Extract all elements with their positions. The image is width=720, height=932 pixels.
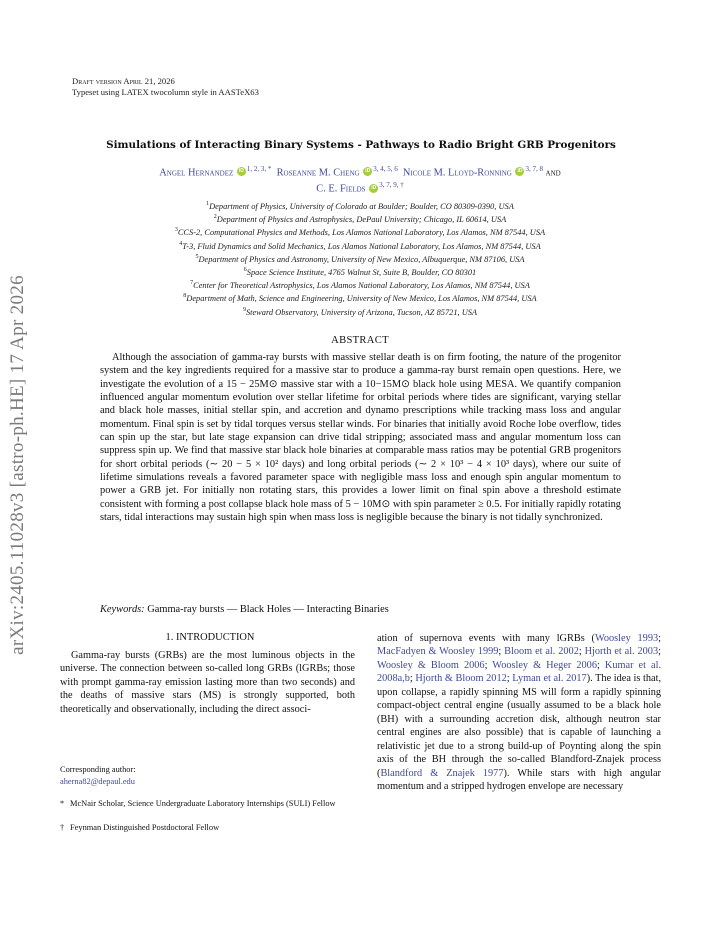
intro-left-column: Gamma-ray bursts (GRBs) are the most luminous objects in the universe. The connection between so-called long GRBs (lGRBs; those with prompt gamma-ray emission lasting more than two seconds) and the deaths of massive stars (MS) is strongly supported, both theoretically and observationally, including the direct associ- <box>60 650 355 715</box>
citation-link[interactable]: Hjorth et al. 2003 <box>584 646 659 658</box>
affiliation-list <box>90 199 630 318</box>
citation-link[interactable]: Woosley & Heger 2006 <box>492 659 597 671</box>
affiliation-number: 1 <box>206 201 210 207</box>
author-list <box>80 163 640 196</box>
body-text: ). While stars with high angular momentum and a stripped hydrogen envelope are necessary <box>377 767 661 792</box>
orcid-icon[interactable] <box>515 167 524 176</box>
corresponding-author-label: Corresponding author: <box>60 765 136 774</box>
typeset-line: Typeset using LATEX twocolumn style in AASTeX63 <box>72 87 259 97</box>
affiliation-number: 7 <box>190 280 194 287</box>
keywords-list: Gamma-ray bursts — Black Holes — Interacting Binaries <box>147 604 389 615</box>
footnote-mark: † <box>60 823 65 832</box>
citation-link[interactable]: Hjorth & Bloom 2012 <box>415 673 507 685</box>
body-text: ; <box>658 633 661 644</box>
body-text: ; <box>596 659 605 671</box>
affiliation-text: Center for Theoretical Astrophysics, Los Alamos National Laboratory, Los Alamos, NM 87544, USA <box>193 281 530 291</box>
orcid-icon[interactable] <box>363 167 372 176</box>
author-name[interactable]: Nicole M. Lloyd-Ronning <box>402 167 512 179</box>
abstract-body: Although the association of gamma-ray bursts with massive stellar death is on firm footing, the nature of the progenitor system and the key ingredients required for a massive star to produce a gamma-ray burst remain open questions. Here, we investigate the evolution of a 15 − 25M⊙ massive star with a 10−15M⊙ black hole using MESA. We quantify companion influenced angular momentum evolution over stellar lifetime for orbital periods where tides are significant, varying stellar and black hole masses, initial stellar spin, and accretion and dynamo prescriptions while tracking mass loss and angular momentum. Final spin is set by tidal torques versus stellar winds. For binaries that initially avoid Roche lobe overflow, tides can spin up the star, but late stage expansion can drive tidal stripping; associated mass and angular momentum loss can suppress spin up. We find that massive star black hole binaries at comparable mass ratios may be potential GRB progenitors for short orbital periods (∼ 20 − 5 × 10² days) and long orbital periods (∼ 2 × 10³ − 4 × 10³ days), where our suite of lifetime simulations reveals a favored parameter space with negligible mass loss and enough spin angular momentum to power a GRB jet. For initially non rotating stars, this provides a lower limit on final spin above a threshold estimate consistent with forming a post collapse black hole mass of 5 − 10M⊙ with spin parameter ≥ 0.5. For initially rapidly rotating stars, tidal interactions may sustain high spin when mass loss is negligible because the binary is not tidally synchronized. <box>100 352 621 524</box>
footnote-text: McNair Scholar, Science Undergraduate Laboratory Internships (SULI) Fellow <box>70 799 336 808</box>
footnote-mark: * <box>60 799 65 808</box>
affiliation-line <box>90 305 630 318</box>
abstract-heading: ABSTRACT <box>331 335 389 346</box>
author-affil-marks: 3, 7, 9, † <box>379 181 404 190</box>
affiliation-text: T-3, Fluid Dynamics and Solid Mechanics, Los Alamos National Laboratory, Los Alamos, NM 87544, USA <box>182 241 541 251</box>
author-affil-marks: 1, 2, 3, * <box>246 165 272 173</box>
citation-link[interactable]: Woosley 1993 <box>594 633 659 644</box>
draft-date-line: Draft version April 21, 2026 <box>72 76 175 86</box>
body-text: ; <box>409 673 416 685</box>
corresponding-author-email[interactable]: aherna82@depaul.edu <box>60 777 135 786</box>
citation-link[interactable]: Kumar et al. 2008a,b <box>377 659 662 685</box>
affiliation-number: 5 <box>195 253 199 260</box>
section-heading: 1. INTRODUCTION <box>165 632 255 643</box>
affiliation-text: Department of Physics and Astrophysics, DePaul University; Chicago, IL 60614, USA <box>216 215 507 224</box>
affiliation-number: 9 <box>242 306 246 313</box>
affiliation-line <box>90 212 630 225</box>
affiliation-number: 6 <box>243 267 247 274</box>
body-text: ; <box>484 659 493 671</box>
keywords-label: Keywords: <box>100 604 145 615</box>
affiliation-line <box>90 239 630 252</box>
body-text: ation of supernova events with many lGRBs ( <box>377 633 595 644</box>
author-name[interactable]: C. E. Fields <box>316 183 366 195</box>
affiliation-text: Department of Physics, University of Colorado at Boulder; Boulder, CO 80309-0390, USA <box>209 201 514 211</box>
author-affil-marks: 3, 4, 5, 6 <box>373 165 398 173</box>
intro-right-column <box>377 632 661 793</box>
affiliation-text: Space Science Institute, 4765 Walnut St, Suite B, Boulder, CO 80301 <box>246 267 477 277</box>
body-text: ; <box>498 646 505 658</box>
affiliation-line <box>90 291 630 304</box>
affiliation-number: 8 <box>183 293 187 300</box>
arxiv-stamp <box>0 0 36 932</box>
affiliation-text: Steward Observatory, University of Arizona, Tucson, AZ 85721, USA <box>245 307 478 317</box>
affiliation-line <box>90 252 630 265</box>
authors-and: and <box>545 167 561 179</box>
affiliation-number: 2 <box>213 214 217 221</box>
citation-link[interactable]: Blandford & Znajek 1977 <box>380 767 504 779</box>
citation-link[interactable]: Woosley & Bloom 2006 <box>377 659 485 671</box>
citation-link[interactable]: MacFadyen & Woosley 1999 <box>377 646 499 658</box>
body-text: ; <box>506 673 513 685</box>
affiliation-number: 3 <box>174 227 178 234</box>
footnote-text: Feynman Distinguished Postdoctoral Fellow <box>70 823 220 832</box>
author-name[interactable]: Angel Hernandez <box>159 167 234 179</box>
orcid-icon[interactable] <box>369 184 378 193</box>
affiliation-line <box>90 225 630 238</box>
affiliation-text: Department of Math, Science and Engineering, University of New Mexico, Los Alamos, NM 87544, USA <box>186 294 537 304</box>
body-text: ). The idea is that, upon collapse, a rapidly spinning MS will form a rapidly spinning compact-object central engine (usually assumed to be a black hole (BH) with a surrounding accretion disk, although neutron star central engines are also possible) that is capable of launching a relativistic jet due to a strong build-up of Poynting along the spin axis of the BH through the so-called Blandford-Znajek process ( <box>377 673 662 779</box>
body-text: ; <box>658 646 661 658</box>
citation-link[interactable]: Bloom et al. 2002 <box>504 646 579 658</box>
citation-link[interactable]: Lyman et al. 2017 <box>512 673 587 685</box>
author-affil-marks: 3, 7, 8 <box>525 165 543 173</box>
affiliation-number: 4 <box>179 240 183 247</box>
author-name[interactable]: Roseanne M. Cheng <box>276 167 360 179</box>
arxiv-identifier: arXiv:2405.11028v3 [astro-ph.HE] 17 Apr 2026 <box>7 275 28 655</box>
affiliation-text: Department of Physics and Astronomy, University of New Mexico, Albuquerque, NM 87106, USA <box>198 254 525 264</box>
keywords <box>100 604 621 615</box>
footnote <box>60 822 350 833</box>
footnote <box>60 798 350 809</box>
paper-title: Simulations of Interacting Binary Systems - Pathways to Radio Bright GRB Progenitors <box>106 139 616 151</box>
body-text: ; <box>578 646 585 658</box>
affiliation-line <box>90 278 630 291</box>
affiliation-line <box>90 265 630 278</box>
affiliation-text: CCS-2, Computational Physics and Methods, Los Alamos National Laboratory, Los Alamos, NM 87544, USA <box>177 228 546 238</box>
orcid-icon[interactable] <box>237 167 246 176</box>
affiliation-line <box>90 199 630 212</box>
